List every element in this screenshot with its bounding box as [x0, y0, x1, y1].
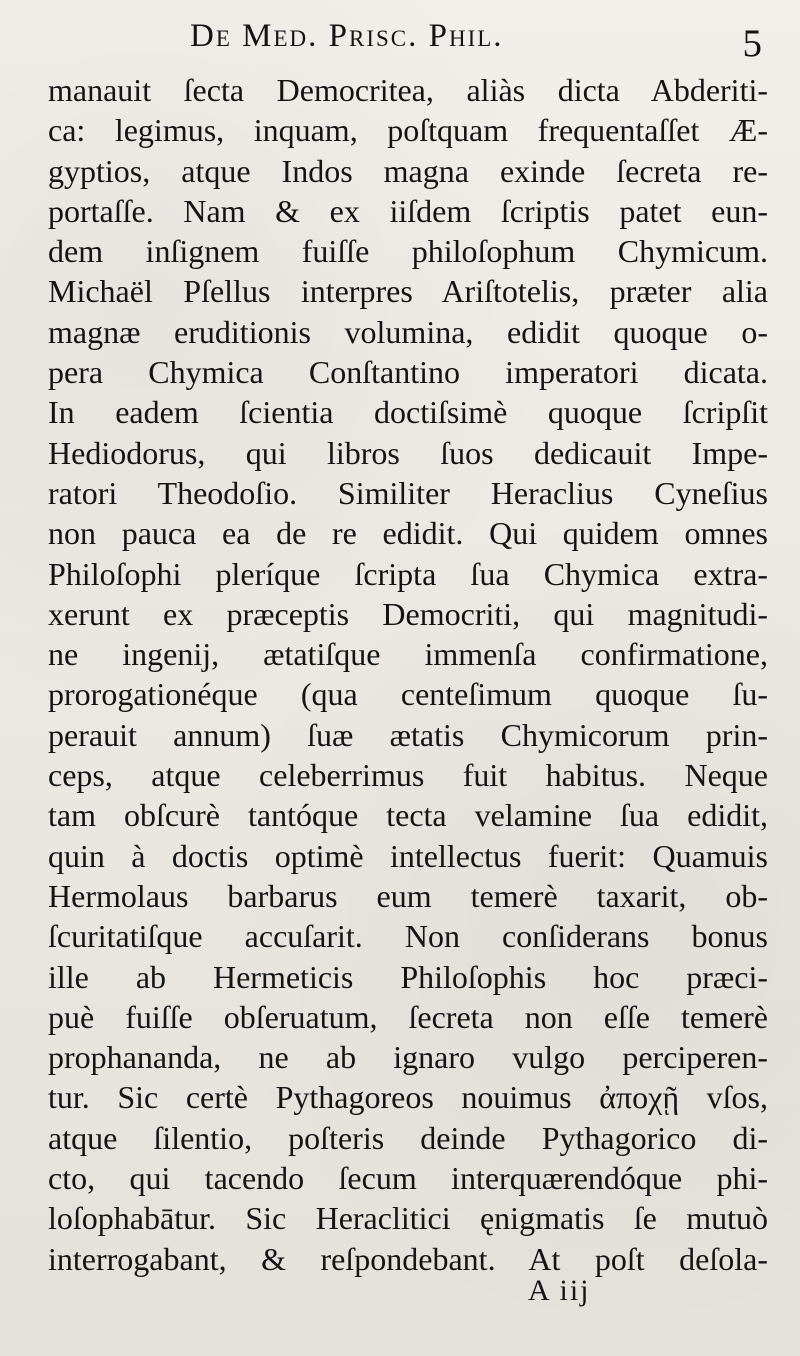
body-text: [48, 70, 768, 1279]
text-line: tam obſcurè tantóque tecta velamine ſua edidit,: [48, 797, 768, 834]
text-line: ca: legimus, inquam, poſtquam frequentaſſet Æ-: [48, 112, 768, 149]
text-line: manauit ſecta Democritea, aliàs dicta Abderiti-: [48, 72, 768, 108]
text-line: loſophabātur. Sic Heraclitici ęnigmatis ſe mutuò: [48, 1200, 768, 1237]
text-line: xerunt ex præceptis Democriti, qui magnitudi-: [48, 595, 768, 632]
text-line: ſcuritatiſque accuſarit. Non conſiderans bonus: [48, 918, 768, 955]
text-line: non pauca ea de re edidit. Qui quidem omnes: [48, 515, 768, 552]
text-line: pera Chymica Conſtantino imperatori dicata.: [48, 354, 768, 391]
text-line: gyptios, atque Indos magna exinde ſecreta re-: [48, 152, 768, 189]
text-line: ratori Theodoſio. Similiter Heraclius Cyneſius: [48, 474, 768, 511]
text-line: Philoſophi pleríque ſcripta ſua Chymica extra-: [48, 555, 768, 592]
text-line: quin à doctis optimè intellectus fuerit: Quamuis: [48, 837, 768, 874]
text-line: tur. Sic certè Pythagoreos nouimus ἀποχῇ vſos,: [48, 1079, 768, 1116]
text-line: atque ſilentio, poſteris deinde Pythagorico di-: [48, 1119, 768, 1156]
text-line: ille ab Hermeticis Philoſophis hoc præci-: [48, 958, 768, 995]
text-line: ne ingenij, ætatiſque immenſa confirmatione,: [48, 636, 768, 673]
running-head: De Med. Prisc. Phil.: [190, 18, 504, 54]
text-line: ceps, atque celeberrimus fuit habitus. Neque: [48, 757, 768, 794]
text-line: interrogabant, & reſpondebant. At poſt deſola-: [48, 1240, 768, 1277]
text-line: Hediodorus, qui libros ſuos dedicauit Impe-: [48, 434, 768, 471]
page-number: 5: [742, 22, 762, 65]
text-line: dem inſignem fuiſſe philoſophum Chymicum.: [48, 233, 768, 270]
text-line: Michaël Pſellus interpres Ariſtotelis, præter alia: [48, 273, 768, 310]
signature-mark: A iij: [528, 1274, 591, 1307]
text-line: prorogationéque (qua centeſimum quoque ſu-: [48, 676, 768, 713]
text-line: portaſſe. Nam & ex iiſdem ſcriptis patet eun-: [48, 192, 768, 229]
text-line: In eadem ſcientia doctiſsimè quoque ſcripſit: [48, 394, 768, 431]
text-line: Hermolaus barbarus eum temerè taxarit, ob-: [48, 877, 768, 914]
text-line: cto, qui tacendo ſecum interquærendóque phi-: [48, 1160, 768, 1197]
text-line: perauit annum) ſuæ ætatis Chymicorum prin-: [48, 716, 768, 753]
text-line: puè fuiſſe obſeruatum, ſecreta non eſſe temerè: [48, 998, 768, 1035]
text-line: prophananda, ne ab ignaro vulgo perciperen-: [48, 1039, 768, 1076]
text-line: magnæ eruditionis volumina, edidit quoque o-: [48, 313, 768, 350]
